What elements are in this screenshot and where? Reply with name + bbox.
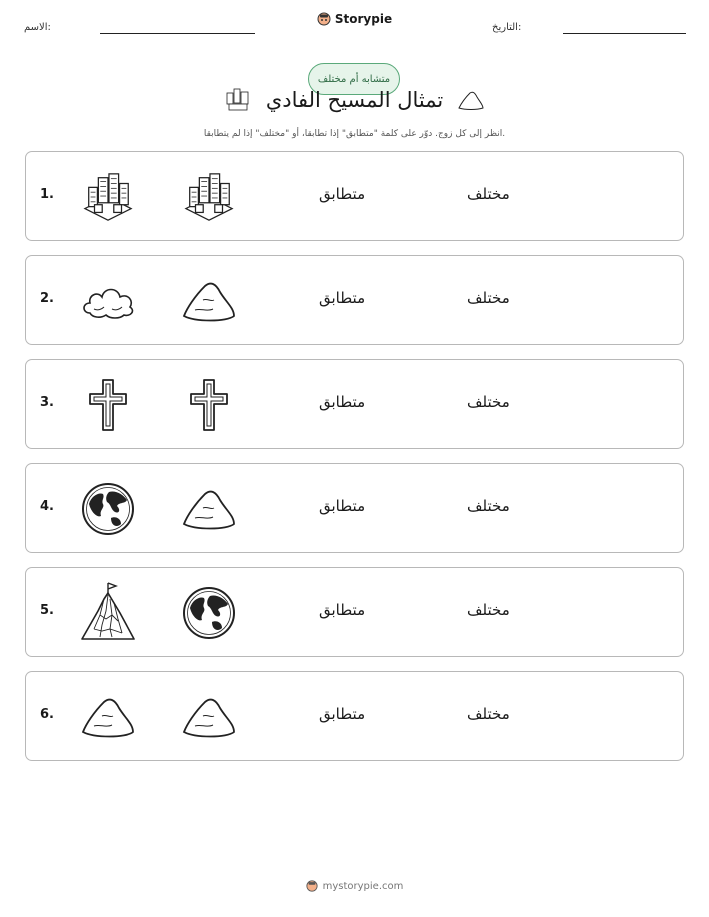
same-option[interactable]: متطابق xyxy=(319,393,366,411)
worksheet-type-badge: متشابه أم مختلف xyxy=(308,63,400,95)
different-option[interactable]: مختلف xyxy=(467,289,510,307)
brand-name: Storypie xyxy=(334,12,393,26)
cloud-icon xyxy=(80,273,136,329)
same-option[interactable]: متطابق xyxy=(319,497,366,515)
rock-icon xyxy=(181,273,237,329)
question-number: 2. xyxy=(40,291,54,306)
question-number: 6. xyxy=(40,707,54,722)
city-icon xyxy=(80,169,136,225)
same-option[interactable]: متطابق xyxy=(319,185,366,203)
page-title: تمثال المسيح الفادي xyxy=(265,88,444,112)
mountain-flag-icon xyxy=(80,585,136,641)
same-option[interactable]: متطابق xyxy=(319,705,366,723)
globe-icon xyxy=(80,481,136,537)
different-option[interactable]: مختلف xyxy=(467,601,510,619)
same-option[interactable]: متطابق xyxy=(319,289,366,307)
name-label: الاسم: xyxy=(24,22,51,33)
rock-icon xyxy=(181,481,237,537)
storypie-mascot-icon xyxy=(317,12,331,26)
question-card xyxy=(25,567,684,657)
globe-icon xyxy=(181,585,237,641)
date-line[interactable] xyxy=(563,33,686,34)
different-option[interactable]: مختلف xyxy=(467,185,510,203)
cross-icon xyxy=(181,377,237,433)
rock-icon xyxy=(181,689,237,745)
same-option[interactable]: متطابق xyxy=(319,601,366,619)
question-card xyxy=(25,359,684,449)
city-icon xyxy=(224,86,252,114)
storypie-mascot-icon xyxy=(306,880,318,892)
question-number: 1. xyxy=(40,187,54,202)
footer-url[interactable]: mystorypie.com xyxy=(322,880,404,892)
footer xyxy=(0,880,709,892)
instructions: انظر إلى كل زوج. دوّر على كلمة "متطابق" إذا تطابقا، أو "مختلف" إذا لم يتطابقا. xyxy=(203,129,506,139)
brand-logo xyxy=(0,12,709,26)
cross-icon xyxy=(80,377,136,433)
different-option[interactable]: مختلف xyxy=(467,393,510,411)
title-row xyxy=(0,86,709,114)
question-card xyxy=(25,463,684,553)
question-card xyxy=(25,671,684,761)
different-option[interactable]: مختلف xyxy=(467,497,510,515)
question-number: 4. xyxy=(40,499,54,514)
rock-icon xyxy=(457,89,485,111)
city-icon xyxy=(181,169,237,225)
name-line[interactable] xyxy=(100,33,255,34)
question-number: 5. xyxy=(40,603,54,618)
question-number: 3. xyxy=(40,395,54,410)
rock-icon xyxy=(80,689,136,745)
question-card xyxy=(25,151,684,241)
different-option[interactable]: مختلف xyxy=(467,705,510,723)
date-label: التاريخ: xyxy=(492,22,522,33)
question-card xyxy=(25,255,684,345)
